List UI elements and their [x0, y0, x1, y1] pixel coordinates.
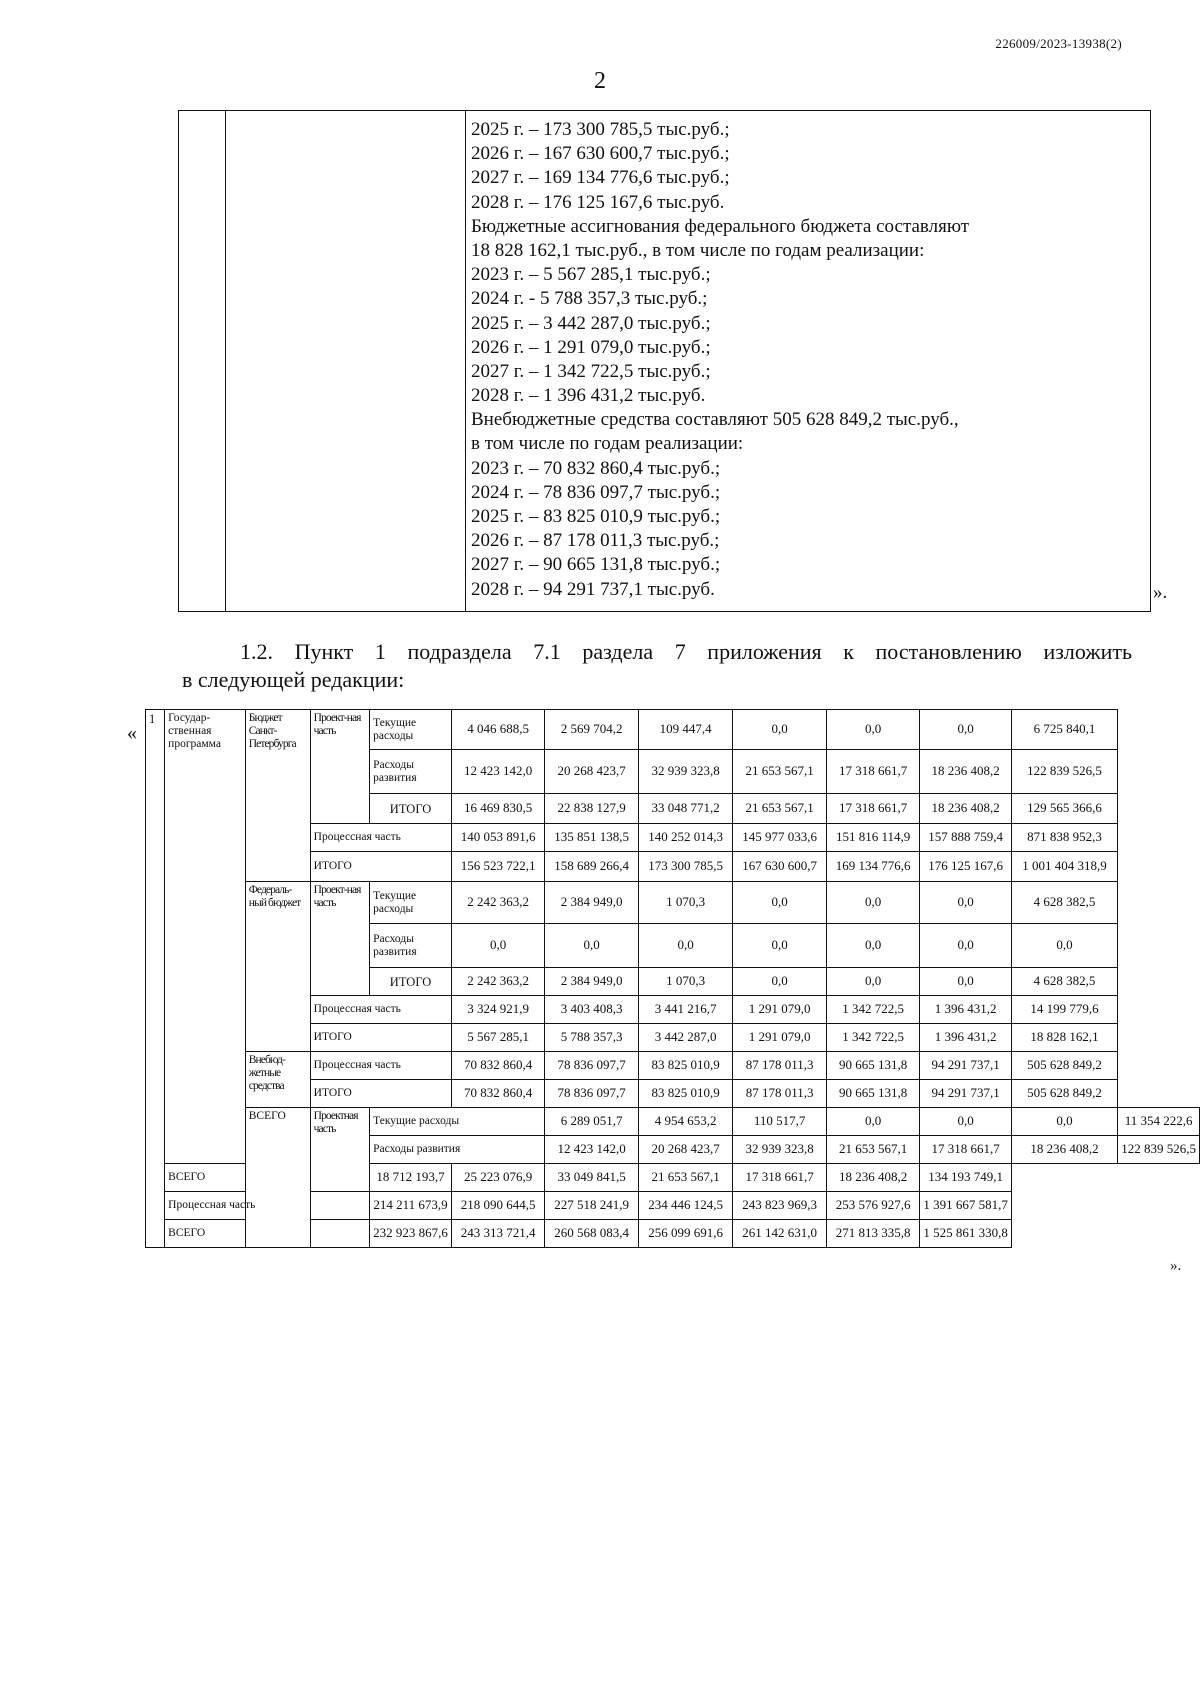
amendment-paragraph — [182, 638, 1132, 694]
paragraph-line: 1.2. Пункт 1 подраздела 7.1 раздела 7 приложения к постановлению изложить — [240, 639, 1132, 664]
value-cell: 90 665 131,8 — [826, 1080, 919, 1108]
value-cell: 32 939 323,8 — [638, 750, 733, 794]
value-cell: 2 242 363,2 — [451, 968, 544, 996]
value-cell: 0,0 — [920, 968, 1012, 996]
value-cell: 1 070,3 — [638, 968, 733, 996]
itogo-label: ИТОГО — [370, 794, 452, 824]
closing-quote: ». — [1170, 1258, 1182, 1274]
value-cell: 157 888 759,4 — [920, 824, 1012, 852]
continuation-col-label — [225, 111, 466, 611]
value-cell: 78 836 097,7 — [545, 1080, 638, 1108]
project-part-label: Проект-ная часть — [310, 710, 369, 824]
value-cell: 32 939 323,8 — [733, 1136, 826, 1164]
value-cell: 87 178 011,3 — [733, 1052, 826, 1080]
funding-line: Внебюджетные средства составляют 505 628 849,2 тыс.руб., — [471, 409, 959, 431]
funding-line: 2028 г. – 176 125 167,6 тыс.руб. — [471, 191, 725, 213]
value-cell: 0,0 — [826, 968, 919, 996]
value-cell: 4 628 382,5 — [1011, 968, 1117, 996]
value-cell: 232 923 867,6 — [370, 1220, 452, 1248]
value-cell: 70 832 860,4 — [451, 1052, 544, 1080]
value-cell: 140 053 891,6 — [451, 824, 544, 852]
value-cell: 122 839 526,5 — [1011, 750, 1117, 794]
value-cell: 18 236 408,2 — [920, 794, 1012, 824]
value-cell: 0,0 — [920, 710, 1012, 750]
itogo-label: ИТОГО — [370, 968, 452, 996]
funding-line: 18 828 162,1 тыс.руб., в том числе по годам реализации: — [471, 239, 925, 261]
federal-budget-label: Федераль-ный бюджет — [245, 882, 310, 1052]
value-cell: 18 236 408,2 — [826, 1164, 919, 1192]
table-row — [146, 1108, 1200, 1136]
value-cell: 78 836 097,7 — [545, 1052, 638, 1080]
value-cell: 70 832 860,4 — [451, 1080, 544, 1108]
value-cell: 3 403 408,3 — [545, 996, 638, 1024]
value-cell: 4 628 382,5 — [1011, 882, 1117, 924]
development-expenses-label: Расходы развития — [370, 924, 452, 968]
value-cell: 505 628 849,2 — [1011, 1052, 1117, 1080]
value-cell: 1 525 861 330,8 — [920, 1220, 1012, 1248]
value-cell: 2 384 949,0 — [545, 968, 638, 996]
value-cell: 3 441 216,7 — [638, 996, 733, 1024]
value-cell: 1 070,3 — [638, 882, 733, 924]
value-cell: 90 665 131,8 — [826, 1052, 919, 1080]
table-row — [146, 882, 1200, 924]
value-cell: 0,0 — [826, 1108, 919, 1136]
value-cell: 243 313 721,4 — [451, 1220, 544, 1248]
table-row — [146, 710, 1200, 750]
project-part-label: Проектная часть — [310, 1108, 369, 1192]
value-cell: 0,0 — [826, 924, 919, 968]
value-cell: 1 396 431,2 — [920, 996, 1012, 1024]
funding-text-cell — [471, 118, 969, 602]
funding-line: 2026 г. – 1 291 079,0 тыс.руб.; — [471, 336, 711, 358]
value-cell: 1 391 667 581,7 — [920, 1192, 1012, 1220]
value-cell: 0,0 — [920, 924, 1012, 968]
value-cell: 0,0 — [826, 710, 919, 750]
funding-line: 2026 г. – 167 630 600,7 тыс.руб.; — [471, 143, 730, 165]
program-label: Государ-ственная программа — [165, 710, 246, 1164]
value-cell: 0,0 — [545, 924, 638, 968]
value-cell: 12 423 142,0 — [545, 1136, 638, 1164]
total-label: ВСЕГО — [165, 1220, 370, 1248]
funding-line: 2027 г. – 90 665 131,8 тыс.руб.; — [471, 554, 721, 576]
value-cell: 12 423 142,0 — [451, 750, 544, 794]
itogo-label: ИТОГО — [310, 1024, 451, 1052]
value-cell: 87 178 011,3 — [733, 1080, 826, 1108]
development-expenses-label: Расходы развития — [370, 1136, 545, 1164]
value-cell: 173 300 785,5 — [638, 852, 733, 882]
funding-line: 2027 г. – 1 342 722,5 тыс.руб.; — [471, 360, 711, 382]
value-cell: 21 653 567,1 — [638, 1164, 733, 1192]
value-cell: 2 569 704,2 — [545, 710, 638, 750]
value-cell: 158 689 266,4 — [545, 852, 638, 882]
current-expenses-label: Текущие расходы — [370, 1108, 545, 1136]
value-cell: 3 442 287,0 — [638, 1024, 733, 1052]
funding-line: 2027 г. – 169 134 776,6 тыс.руб.; — [471, 167, 730, 189]
value-cell: 0,0 — [826, 882, 919, 924]
value-cell: 14 199 779,6 — [1011, 996, 1117, 1024]
value-cell: 156 523 722,1 — [451, 852, 544, 882]
value-cell: 83 825 010,9 — [638, 1080, 733, 1108]
value-cell: 0,0 — [733, 710, 826, 750]
development-expenses-label: Расходы развития — [370, 750, 452, 794]
project-part-label: Проект-ная часть — [310, 882, 369, 996]
value-cell: 2 242 363,2 — [451, 882, 544, 924]
table-row — [146, 1220, 1200, 1248]
document-id: 226009/2023-13938(2) — [995, 36, 1122, 51]
value-cell: 18 236 408,2 — [1011, 1136, 1117, 1164]
value-cell: 17 318 661,7 — [826, 794, 919, 824]
continuation-col-number — [179, 111, 226, 611]
value-cell: 17 318 661,7 — [733, 1164, 826, 1192]
value-cell: 6 289 051,7 — [545, 1108, 638, 1136]
value-cell: 17 318 661,7 — [920, 1136, 1012, 1164]
value-cell: 22 838 127,9 — [545, 794, 638, 824]
value-cell: 2 384 949,0 — [545, 882, 638, 924]
value-cell: 18 236 408,2 — [920, 750, 1012, 794]
value-cell: 6 725 840,1 — [1011, 710, 1117, 750]
table-row — [146, 1164, 1200, 1192]
funding-line: 2024 г. – 78 836 097,7 тыс.руб.; — [471, 481, 721, 503]
value-cell: 0,0 — [451, 924, 544, 968]
value-cell: 5 567 285,1 — [451, 1024, 544, 1052]
value-cell: 129 565 366,6 — [1011, 794, 1117, 824]
funding-line: 2025 г. – 173 300 785,5 тыс.руб.; — [471, 119, 730, 140]
value-cell: 83 825 010,9 — [638, 1052, 733, 1080]
continuation-table — [178, 110, 1151, 612]
value-cell: 94 291 737,1 — [920, 1052, 1012, 1080]
value-cell: 33 048 771,2 — [638, 794, 733, 824]
value-cell: 20 268 423,7 — [545, 750, 638, 794]
value-cell: 94 291 737,1 — [920, 1080, 1012, 1108]
spb-budget-label: Бюджет Санкт-Петербурга — [245, 710, 310, 882]
current-expenses-label: Текущие расходы — [370, 882, 452, 924]
value-cell: 16 469 830,5 — [451, 794, 544, 824]
value-cell: 4 954 653,2 — [638, 1108, 733, 1136]
value-cell: 134 193 749,1 — [920, 1164, 1012, 1192]
value-cell: 0,0 — [733, 968, 826, 996]
total-label: ВСЕГО — [245, 1108, 310, 1248]
value-cell: 169 134 776,6 — [826, 852, 919, 882]
value-cell: 33 049 841,5 — [545, 1164, 638, 1192]
funding-line: 2028 г. – 1 396 431,2 тыс.руб. — [471, 385, 706, 407]
value-cell: 253 576 927,6 — [826, 1192, 919, 1220]
value-cell: 110 517,7 — [733, 1108, 826, 1136]
funding-line: 2024 г. - 5 788 357,3 тыс.руб.; — [471, 288, 708, 310]
financing-table — [145, 709, 1200, 1248]
itogo-label: ИТОГО — [310, 852, 451, 882]
value-cell: 260 568 083,4 — [545, 1220, 638, 1248]
value-cell: 505 628 849,2 — [1011, 1080, 1117, 1108]
value-cell: 122 839 526,5 — [1118, 1136, 1200, 1164]
closing-quote: ». — [1153, 582, 1168, 603]
value-cell: 18 712 193,7 — [370, 1164, 452, 1192]
value-cell: 151 816 114,9 — [826, 824, 919, 852]
value-cell: 21 653 567,1 — [733, 750, 826, 794]
funding-line: 2025 г. – 3 442 287,0 тыс.руб.; — [471, 312, 711, 334]
funding-line: 2028 г. – 94 291 737,1 тыс.руб. — [471, 578, 715, 600]
value-cell: 4 046 688,5 — [451, 710, 544, 750]
value-cell: 0,0 — [920, 1108, 1012, 1136]
value-cell: 20 268 423,7 — [638, 1136, 733, 1164]
funding-line: Бюджетные ассигнования федерального бюджета составляют — [471, 215, 970, 237]
value-cell: 0,0 — [733, 924, 826, 968]
table-row — [146, 1192, 1200, 1220]
value-cell: 0,0 — [733, 882, 826, 924]
value-cell: 0,0 — [1011, 924, 1117, 968]
process-part-label: Процессная часть — [310, 824, 451, 852]
value-cell: 256 099 691,6 — [638, 1220, 733, 1248]
value-cell: 21 653 567,1 — [826, 1136, 919, 1164]
value-cell: 18 828 162,1 — [1011, 1024, 1117, 1052]
value-cell: 214 211 673,9 — [370, 1192, 452, 1220]
value-cell: 0,0 — [1011, 1108, 1117, 1136]
itogo-label: ИТОГО — [310, 1080, 451, 1108]
funding-line: 2023 г. – 70 832 860,4 тыс.руб.; — [471, 457, 721, 479]
value-cell: 135 851 138,5 — [545, 824, 638, 852]
value-cell: 11 354 222,6 — [1118, 1108, 1200, 1136]
value-cell: 5 788 357,3 — [545, 1024, 638, 1052]
value-cell: 25 223 076,9 — [451, 1164, 544, 1192]
process-part-label: Процессная часть — [165, 1192, 370, 1220]
value-cell: 234 446 124,5 — [638, 1192, 733, 1220]
value-cell: 17 318 661,7 — [826, 750, 919, 794]
value-cell: 1 342 722,5 — [826, 1024, 919, 1052]
value-cell: 145 977 033,6 — [733, 824, 826, 852]
value-cell: 0,0 — [920, 882, 1012, 924]
value-cell: 3 324 921,9 — [451, 996, 544, 1024]
value-cell: 1 396 431,2 — [920, 1024, 1012, 1052]
opening-quote: « — [127, 722, 137, 744]
row-number: 1 — [146, 710, 165, 1248]
value-cell: 227 518 241,9 — [545, 1192, 638, 1220]
value-cell: 243 823 969,3 — [733, 1192, 826, 1220]
funding-line: 2026 г. – 87 178 011,3 тыс.руб.; — [471, 530, 720, 552]
value-cell: 1 291 079,0 — [733, 1024, 826, 1052]
value-cell: 109 447,4 — [638, 710, 733, 750]
value-cell: 176 125 167,6 — [920, 852, 1012, 882]
table-row — [146, 1052, 1200, 1080]
current-expenses-label: Текущие расходы — [370, 710, 452, 750]
value-cell: 261 142 631,0 — [733, 1220, 826, 1248]
paragraph-line: в следующей редакции: — [182, 667, 405, 692]
total-label: ВСЕГО — [165, 1164, 311, 1192]
value-cell: 0,0 — [638, 924, 733, 968]
value-cell: 271 813 335,8 — [826, 1220, 919, 1248]
value-cell: 1 291 079,0 — [733, 996, 826, 1024]
value-cell: 1 342 722,5 — [826, 996, 919, 1024]
funding-line: 2023 г. – 5 567 285,1 тыс.руб.; — [471, 264, 711, 286]
page-number: 2 — [594, 68, 606, 94]
value-cell: 167 630 600,7 — [733, 852, 826, 882]
process-part-label: Процессная часть — [310, 1052, 451, 1080]
funding-line: в том числе по годам реализации: — [471, 433, 744, 455]
funding-line: 2025 г. – 83 825 010,9 тыс.руб.; — [471, 506, 721, 527]
value-cell: 218 090 644,5 — [451, 1192, 544, 1220]
value-cell: 21 653 567,1 — [733, 794, 826, 824]
value-cell: 1 001 404 318,9 — [1011, 852, 1117, 882]
extra-budget-label: Внебюд-жетные средства — [245, 1052, 310, 1108]
value-cell: 140 252 014,3 — [638, 824, 733, 852]
value-cell: 871 838 952,3 — [1011, 824, 1117, 852]
process-part-label: Процессная часть — [310, 996, 451, 1024]
